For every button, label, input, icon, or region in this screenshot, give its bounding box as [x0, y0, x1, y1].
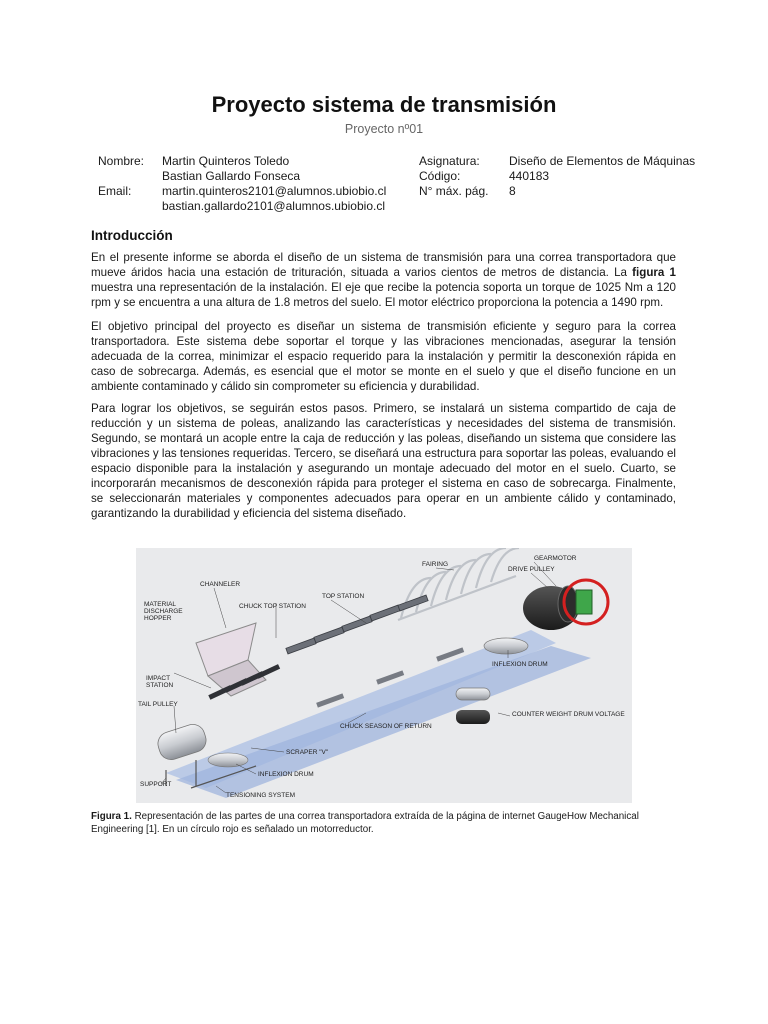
figure-reference: figura 1 [632, 266, 676, 279]
asignatura-value: Diseño de Elementos de Máquinas [509, 154, 696, 168]
figure-label-tensioning: TENSIONING SYSTEM [226, 792, 295, 799]
figure-label-material: MATERIAL [144, 601, 177, 608]
fairing-cover [398, 548, 519, 620]
codigo-value: 440183 [509, 169, 550, 183]
figure-label-support: SUPPORT [140, 781, 172, 788]
author-name-1: Martin Quinteros Toledo [162, 154, 290, 168]
tail-pulley [155, 721, 209, 762]
document-title: Proyecto sistema de transmisión [211, 92, 557, 117]
counter-weight-drum-lower [456, 710, 490, 724]
codigo-label: Código: [419, 169, 461, 183]
figure-caption-label: Figura 1. [91, 811, 132, 822]
paragraph-3: Para lograr los objetivos, se seguirán estos pasos. Primero, se instalará un sistema compartido de caja de reducción y un sistema de poleas, analizando las características y necesidades del sistema de transmisión. Segundo, se montará un acople entre la caja de reducción y las poleas, diseñando un sistema que considere las vibraciones y las tensiones requeridas. Tercero, se diseñará una estructura para soportar las poleas, evaluando el espacio disponible para la instalación y asegurando un montaje adecuado del motor en el suelo. Cuarto, se incorporarán mecanismos de desconexión rápida para proteger el sistema en caso de sobrecarga. Finalmente, se seleccionarán materiales y componentes adecuados para operar en un ambiente cálido y contaminado, garantizando la durabilidad y eficiencia del sistema diseñado. [91, 402, 676, 520]
counter-weight-drum-upper [456, 688, 490, 700]
author-email-2: bastian.gallardo2101@alumnos.ubiobio.cl [162, 199, 385, 213]
paragraph-1-text-b: muestra una representación de la instalación. El eje que recibe la potencia soporta un torque de 1025 Nm a 120 rpm y se encuentra a una altura de 1.8 metros del suelo. El motor eléctrico proporciona la potencia a 1490 rpm. [91, 281, 676, 309]
figure-label-counter-weight: COUNTER WEIGHT DRUM VOLTAGE [512, 711, 625, 718]
section-heading: Introducción [91, 228, 173, 243]
top-stations [286, 595, 428, 654]
paragraph-1-text-a: En el presente informe se aborda el diseño de un sistema de transmisión para una correa transportadora que mueve áridos hacia una estación de trituración, situada a varios cientos de metros de distancia. La [91, 251, 676, 279]
figure-label-chuck-return: CHUCK SEASON OF RETURN [340, 723, 432, 730]
figure-label-impact: IMPACT [146, 675, 171, 682]
gearmotor [576, 590, 592, 614]
author-name-2: Bastian Gallardo Fonseca [162, 169, 301, 183]
paragraph-1 [91, 250, 676, 310]
conveyor-illustration [136, 548, 632, 803]
email-label: Email: [98, 184, 132, 198]
asignatura-label: Asignatura: [419, 154, 480, 168]
paginas-value: 8 [509, 184, 516, 198]
figure-label-inflexion-drum-right: INFLEXION DRUM [492, 661, 548, 668]
figure-label-scraper: SCRAPER "V" [286, 749, 329, 756]
author-email-1: martin.quinteros2101@alumnos.ubiobio.cl [162, 184, 387, 198]
paginas-label: N° máx. pág. [419, 184, 489, 198]
figure-label-gearmotor: GEARMOTOR [534, 555, 577, 562]
figure-label-drive-pulley: DRIVE PULLEY [508, 566, 555, 573]
figure-label-chuck-top-station: CHUCK TOP STATION [239, 603, 306, 610]
figure-label-discharge: DISCHARGE [144, 608, 183, 615]
paragraph-2: El objetivo principal del proyecto es diseñar un sistema de transmisión eficiente y seguro para la correa transportadora. Este sistema debe soportar el torque y las vibraciones mencionadas, asegurar la tensión adecuada de la correa, minimizar el espacio requerido para la instalación y permitir la desconexión rápida en caso de sobrecarga. Además, es esencial que el motor se monte en el suelo y que el diseño funcione en un ambiente contaminado y cálido sin comprometer su eficiencia y durabilidad. [91, 320, 676, 393]
figure-label-station: STATION [146, 682, 174, 689]
inflexion-drum-bottom [208, 753, 248, 767]
document-subtitle: Proyecto nº01 [344, 122, 424, 136]
conveyor-figure [136, 548, 632, 803]
figure-label-hopper: HOPPER [144, 615, 172, 622]
figure-label-top-station: TOP STATION [322, 593, 365, 600]
figure-caption-text: Representación de las partes de una correa transportadora extraída de la página de internet GaugeHow Mechanical Engineering [1]. En un círculo rojo es señalado un motorreductor. [91, 811, 639, 835]
figure-caption [91, 810, 681, 836]
nombre-label: Nombre: [98, 154, 145, 168]
figure-label-tail-pulley: TAIL PULLEY [138, 701, 178, 708]
inflexion-drum-right [484, 638, 528, 654]
figure-label-inflexion-drum-bottom: INFLEXION DRUM [258, 771, 314, 778]
figure-label-channeler: CHANNELER [200, 581, 241, 588]
figure-label-fairing: FAIRING [422, 561, 449, 568]
